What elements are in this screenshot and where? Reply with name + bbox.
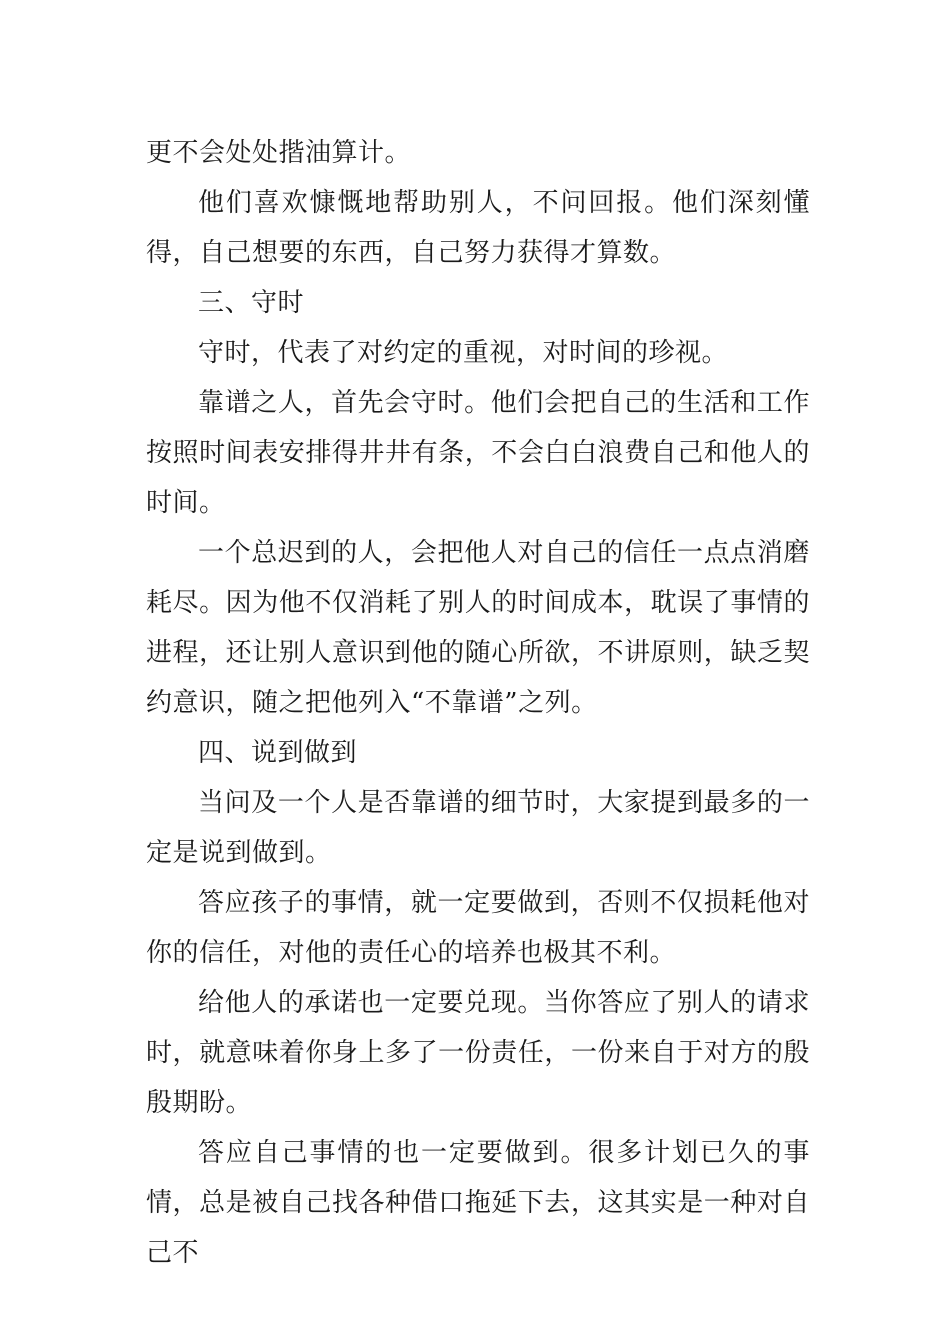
paragraph-promises-to-children: 答应孩子的事情，就一定要做到，否则不仅损耗他对你的信任，对他的责任心的培养也极其不利。 [146,888,810,968]
paragraph-continuation: 更不会处处揩油算计。 [146,138,412,168]
paragraph-generosity: 他们喜欢慷慨地帮助别人，不问回报。他们深刻懂得，自己想要的东西，自己努力获得才算数。 [146,188,810,268]
document-body [146,128,810,1278]
paragraph-promises-to-others: 给他人的承诺也一定要兑现。当你答应了别人的请求时，就意味着你身上多了一份责任，一份来自于对方的殷殷期盼。 [146,988,810,1118]
paragraph-always-late: 一个总迟到的人，会把他人对自己的信任一点点消磨耗尽。因为他不仅消耗了别人的时间成本，耽误了事情的进程，还让别人意识到他的随心所欲，不讲原则，缺乏契约意识，随之把他列入“不靠谱”之列。 [146,538,810,718]
section-heading-keep-promises: 四、说到做到 [198,738,358,768]
paragraph-reliable-people-punctual: 靠谱之人，首先会守时。他们会把自己的生活和工作按照时间表安排得井井有条，不会白白浪费自己和他人的时间。 [146,388,810,518]
paragraph-punctuality-definition: 守时，代表了对约定的重视，对时间的珍视。 [198,338,729,368]
section-heading-punctuality: 三、守时 [198,288,305,318]
paragraph-keep-promises-intro: 当问及一个人是否靠谱的细节时，大家提到最多的一定是说到做到。 [146,788,810,868]
paragraph-promises-to-self: 答应自己事情的也一定要做到。很多计划已久的事情，总是被自己找各种借口拖延下去，这其实是一种对自己不 [146,1138,810,1268]
